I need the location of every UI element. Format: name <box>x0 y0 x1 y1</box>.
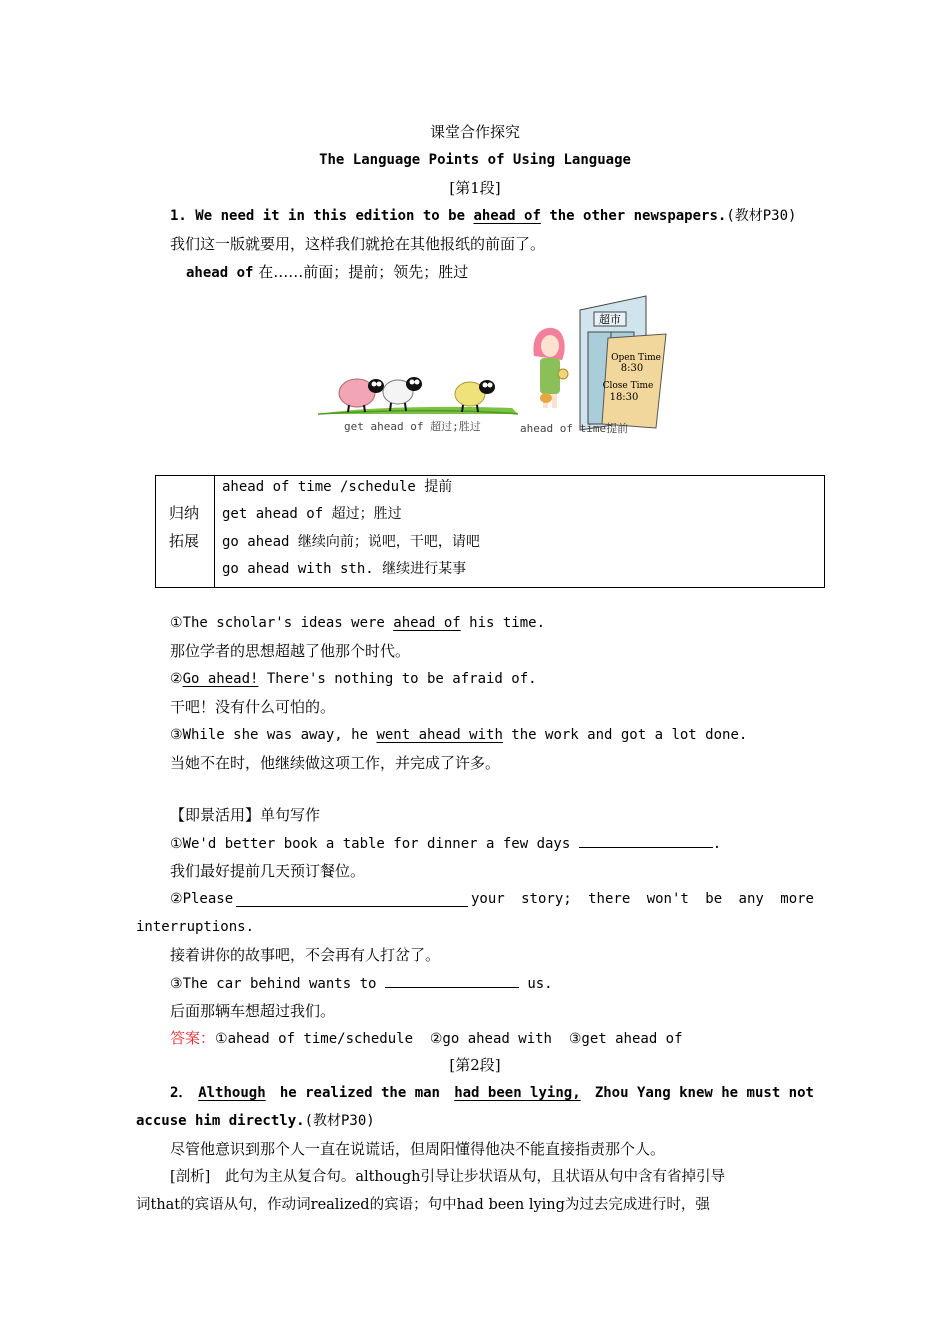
svg-text:Open Time: Open Time <box>611 353 661 363</box>
pink-sheep-icon <box>339 379 384 412</box>
sentence-2-translation: 尽管他意识到那个人一直在说谎话，但周阳懂得他决不能直接指责那个人。 <box>170 1140 666 1158</box>
answer-blank-3[interactable] <box>385 973 519 988</box>
summary-label-cell <box>156 476 215 587</box>
answer-line <box>170 1028 683 1049</box>
exercise-1: ①We'd better book a table for dinner a few days . <box>170 833 721 854</box>
phrase-definition: ahead of 在……前面；提前；领先；胜过 <box>186 263 469 281</box>
sentence-1: 1. We need it in this edition to be ahead of the other newspapers.(教材P30) <box>170 208 797 224</box>
answer-blank-1[interactable] <box>579 833 713 848</box>
svg-text:18:30: 18:30 <box>609 392 639 403</box>
analysis-line-2: 词that的宾语从句，作动词realized的宾语；句中had been lying为过去完成进行时，强 <box>136 1197 710 1213</box>
summary-row: ahead of time /schedule 提前 <box>222 479 453 495</box>
example-1: ①The scholar's ideas were ahead of his time. <box>170 615 546 631</box>
sentence-2-continued: accuse him directly.(教材P30) <box>136 1113 375 1129</box>
caption-get-ahead-of: get ahead of 超过;胜过 <box>344 420 481 433</box>
exercise-heading: 【即景活用】单句写作 <box>170 806 321 824</box>
section-2-label: [第2段] <box>449 1056 501 1074</box>
opening-hours-sign <box>602 334 666 428</box>
store-sign: 超市 <box>599 313 621 326</box>
summary-label-1: 归纳 <box>169 504 200 522</box>
exercise-2: ②Please your story; there won't be any more <box>170 891 814 907</box>
sentence-2: 2． Although he realized the man had been lying, Zhou Yang knew he must not <box>170 1085 814 1101</box>
key-phrase-ahead-of: ahead of <box>473 208 541 224</box>
svg-text:8:30: 8:30 <box>620 363 644 374</box>
illustration <box>312 290 672 442</box>
exercise-2-translation: 接着讲你的故事吧，不会再有人打岔了。 <box>170 946 441 964</box>
exercise-1-translation: 我们最好提前几天预订餐位。 <box>170 862 366 880</box>
example-2: ②Go ahead! There's nothing to be afraid of. <box>170 671 537 687</box>
caption-ahead-of-time: ahead of time提前 <box>520 422 629 435</box>
exercise-2-continued: interruptions. <box>136 919 255 935</box>
analysis-line-1: [剖析] 此句为主从复合句。although引导让步状语从句，且状语从句中含有省掉引导 <box>170 1169 725 1185</box>
example-2-translation: 干吧！没有什么可怕的。 <box>170 698 336 716</box>
answer-label: 答案： <box>170 1029 216 1047</box>
exercise-3-translation: 后面那辆车想超过我们。 <box>170 1002 336 1020</box>
summary-row: go ahead with sth. 继续进行某事 <box>222 561 467 577</box>
answer-blank-2[interactable] <box>236 892 468 907</box>
example-3: ③While she was away, he went ahead with the work and got a lot done. <box>170 727 748 743</box>
girl-icon <box>533 328 568 408</box>
page-title-cn: 课堂合作探究 <box>429 123 520 141</box>
summary-table <box>155 475 825 588</box>
summary-row: go ahead 继续向前；说吧，干吧，请吧 <box>222 534 480 550</box>
exercise-3: ③The car behind wants to us. <box>170 973 553 994</box>
page-title-en: The Language Points of Using Language <box>319 152 631 168</box>
example-1-translation: 那位学者的思想超越了他那个时代。 <box>170 642 411 660</box>
white-sheep-icon <box>383 377 422 411</box>
summary-row: get ahead of 超过；胜过 <box>222 506 402 522</box>
section-1-label: [第1段] <box>449 179 501 197</box>
sentence-1-translation: 我们这一版就要用，这样我们就抢在其他报纸的前面了。 <box>170 235 546 253</box>
svg-text:Close Time: Close Time <box>602 381 654 391</box>
answer-text: ①ahead of time/schedule ②go ahead with ③get ahead of <box>215 1031 683 1047</box>
example-3-translation: 当她不在时，他继续做这项工作，并完成了许多。 <box>170 754 501 772</box>
summary-label-2: 拓展 <box>169 532 200 550</box>
